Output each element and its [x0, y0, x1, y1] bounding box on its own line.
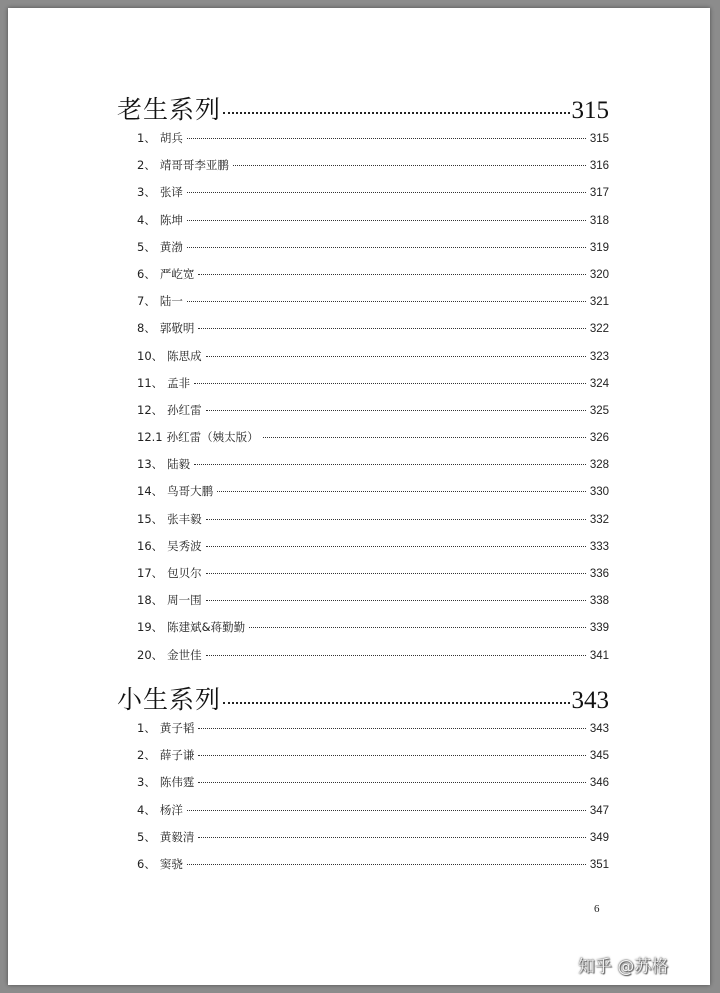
entry-number: 2、 [137, 158, 156, 173]
leader-dots [249, 627, 586, 628]
entry-number: 4、 [137, 212, 156, 227]
entry-name: 张译 [159, 185, 183, 200]
toc-entry[interactable] [137, 239, 609, 266]
entry-number: 8、 [137, 321, 156, 336]
entry-page-number: 351 [589, 858, 609, 871]
toc-entry[interactable] [137, 774, 609, 801]
entry-page-number: 320 [589, 268, 609, 281]
toc-entry[interactable] [137, 829, 609, 856]
toc-entry[interactable] [137, 429, 609, 456]
entry-page-number: 338 [589, 595, 609, 608]
entry-page-number: 318 [589, 214, 609, 227]
toc-entry[interactable] [137, 483, 609, 510]
leader-dots [206, 410, 586, 411]
toc-entry[interactable] [137, 157, 609, 184]
toc-section-heading[interactable] [117, 90, 609, 130]
leader-dots [187, 864, 586, 865]
entry-name: 张丰毅 [167, 511, 202, 526]
leader-dots [187, 810, 586, 811]
entry-name: 杨洋 [159, 802, 183, 817]
watermark: 知乎 @苏格 [578, 957, 669, 977]
leader-dots [187, 138, 586, 139]
toc-entry[interactable] [137, 212, 609, 239]
entry-name: 胡兵 [159, 131, 183, 145]
leader-dots [187, 301, 586, 302]
entry-page-number: 315 [589, 133, 609, 145]
leader-dots [198, 328, 585, 329]
entry-number: 1、 [137, 131, 156, 145]
entry-number: 18、 [137, 593, 164, 608]
entry-name: 金世佳 [167, 647, 202, 662]
section-page-number: 343 [571, 687, 609, 714]
leader-dots [223, 112, 569, 114]
leader-dots [194, 464, 586, 465]
toc-entry[interactable] [137, 647, 609, 674]
entry-name: 黄子韬 [159, 721, 195, 735]
entry-name: 窦骁 [159, 856, 183, 871]
entry-number: 5、 [137, 829, 156, 844]
entry-page-number: 345 [589, 750, 609, 763]
entry-page-number: 341 [589, 649, 609, 662]
entry-number: 7、 [137, 294, 156, 309]
entry-page-number: 330 [589, 486, 609, 499]
entry-number: 12.1 [137, 430, 163, 445]
entry-name: 孙红雷 [167, 402, 202, 417]
entry-page-number: 317 [589, 187, 609, 200]
entry-name: 包贝尔 [167, 566, 202, 580]
entry-page-number: 336 [589, 568, 609, 580]
toc-entry-list [137, 130, 609, 674]
leader-dots [198, 728, 585, 729]
entry-number: 6、 [137, 856, 156, 871]
page-number: 6 [594, 903, 600, 915]
entry-number: 17、 [137, 566, 164, 580]
entry-number: 1、 [137, 721, 156, 735]
entry-page-number: 349 [589, 831, 609, 844]
toc-entry[interactable] [137, 375, 609, 402]
toc-section-xiaosheng [117, 680, 609, 883]
section-title: 小生系列 [117, 685, 222, 714]
leader-dots [206, 573, 586, 574]
toc-entry[interactable] [137, 456, 609, 483]
entry-name: 严屹宽 [159, 266, 195, 281]
entry-page-number: 328 [589, 459, 609, 472]
entry-name: 靖哥哥李亚鹏 [159, 158, 229, 173]
entry-name: 黄渤 [159, 239, 183, 254]
entry-name: 郭敬明 [159, 321, 195, 336]
entry-page-number: 321 [589, 296, 609, 309]
leader-dots [217, 491, 586, 492]
toc-entry[interactable] [137, 720, 609, 747]
leader-dots [233, 165, 586, 166]
leader-dots [206, 546, 586, 547]
toc-entry[interactable] [137, 402, 609, 429]
entry-name: 陈坤 [159, 212, 183, 227]
leader-dots [198, 755, 585, 756]
toc-entry[interactable] [137, 747, 609, 774]
entry-name: 陈建斌&蒋勤勤 [167, 620, 246, 635]
entry-page-number: 346 [589, 777, 609, 790]
entry-page-number: 339 [589, 622, 609, 635]
entry-name: 黄毅清 [159, 829, 195, 844]
toc-entry[interactable] [137, 619, 609, 646]
entry-name: 孙红雷（姨太版） [166, 430, 259, 445]
toc-section-laosheng [117, 90, 609, 674]
entry-page-number: 316 [589, 160, 609, 173]
toc-entry[interactable] [137, 565, 609, 592]
section-title: 老生系列 [117, 95, 222, 124]
leader-dots [206, 519, 586, 520]
entry-number: 19、 [137, 620, 164, 635]
toc-section-heading[interactable] [117, 680, 609, 720]
entry-number: 5、 [137, 239, 156, 254]
entry-page-number: 332 [589, 513, 609, 526]
entry-number: 14、 [137, 484, 164, 499]
leader-dots [206, 655, 586, 656]
entry-page-number: 347 [589, 804, 609, 817]
leader-dots [198, 274, 585, 275]
leader-dots [206, 356, 586, 357]
entry-name: 周一围 [167, 593, 202, 608]
entry-number: 16、 [137, 538, 164, 553]
entry-name: 孟非 [167, 375, 191, 390]
entry-page-number: 319 [589, 241, 609, 254]
entry-page-number: 322 [589, 323, 609, 336]
entry-name: 鸟哥大鹏 [167, 484, 214, 499]
leader-dots [187, 247, 586, 248]
leader-dots [223, 702, 569, 704]
toc-entry[interactable] [137, 184, 609, 211]
entry-number: 13、 [137, 457, 164, 472]
entry-name: 陆一 [159, 294, 183, 309]
leader-dots [198, 782, 585, 783]
leader-dots [187, 220, 586, 221]
entry-page-number: 343 [589, 723, 609, 735]
entry-number: 3、 [137, 775, 156, 790]
entry-number: 20、 [137, 647, 164, 662]
entry-number: 6、 [137, 266, 156, 281]
entry-name: 吴秀波 [167, 538, 202, 553]
entry-name: 陈思成 [167, 348, 202, 363]
toc-entry[interactable] [137, 802, 609, 829]
toc-entry[interactable] [137, 511, 609, 538]
document-page [8, 8, 710, 985]
toc-entry[interactable] [137, 293, 609, 320]
entry-name: 陈伟霆 [159, 775, 195, 790]
toc-entry[interactable] [137, 320, 609, 347]
toc-entry[interactable] [137, 348, 609, 375]
entry-page-number: 325 [589, 404, 609, 417]
entry-number: 2、 [137, 748, 156, 763]
toc-entry[interactable] [137, 130, 609, 157]
toc-entry[interactable] [137, 538, 609, 565]
entry-number: 10、 [137, 348, 164, 363]
entry-page-number: 323 [589, 350, 609, 363]
toc-entry[interactable] [137, 856, 609, 883]
toc-entry[interactable] [137, 592, 609, 619]
entry-number: 15、 [137, 511, 164, 526]
toc-entry[interactable] [137, 266, 609, 293]
entry-page-number: 333 [589, 540, 609, 553]
entry-number: 12、 [137, 402, 164, 417]
entry-number: 4、 [137, 802, 156, 817]
leader-dots [263, 437, 586, 438]
leader-dots [194, 383, 586, 384]
entry-page-number: 324 [589, 377, 609, 390]
entry-number: 3、 [137, 185, 156, 200]
entry-name: 陆毅 [167, 457, 191, 472]
entry-page-number: 326 [589, 432, 609, 445]
leader-dots [187, 192, 586, 193]
leader-dots [198, 837, 585, 838]
toc-entry-list [137, 720, 609, 883]
section-page-number: 315 [571, 97, 609, 124]
entry-name: 薛子谦 [159, 748, 195, 763]
leader-dots [206, 600, 586, 601]
entry-number: 11、 [137, 375, 164, 390]
